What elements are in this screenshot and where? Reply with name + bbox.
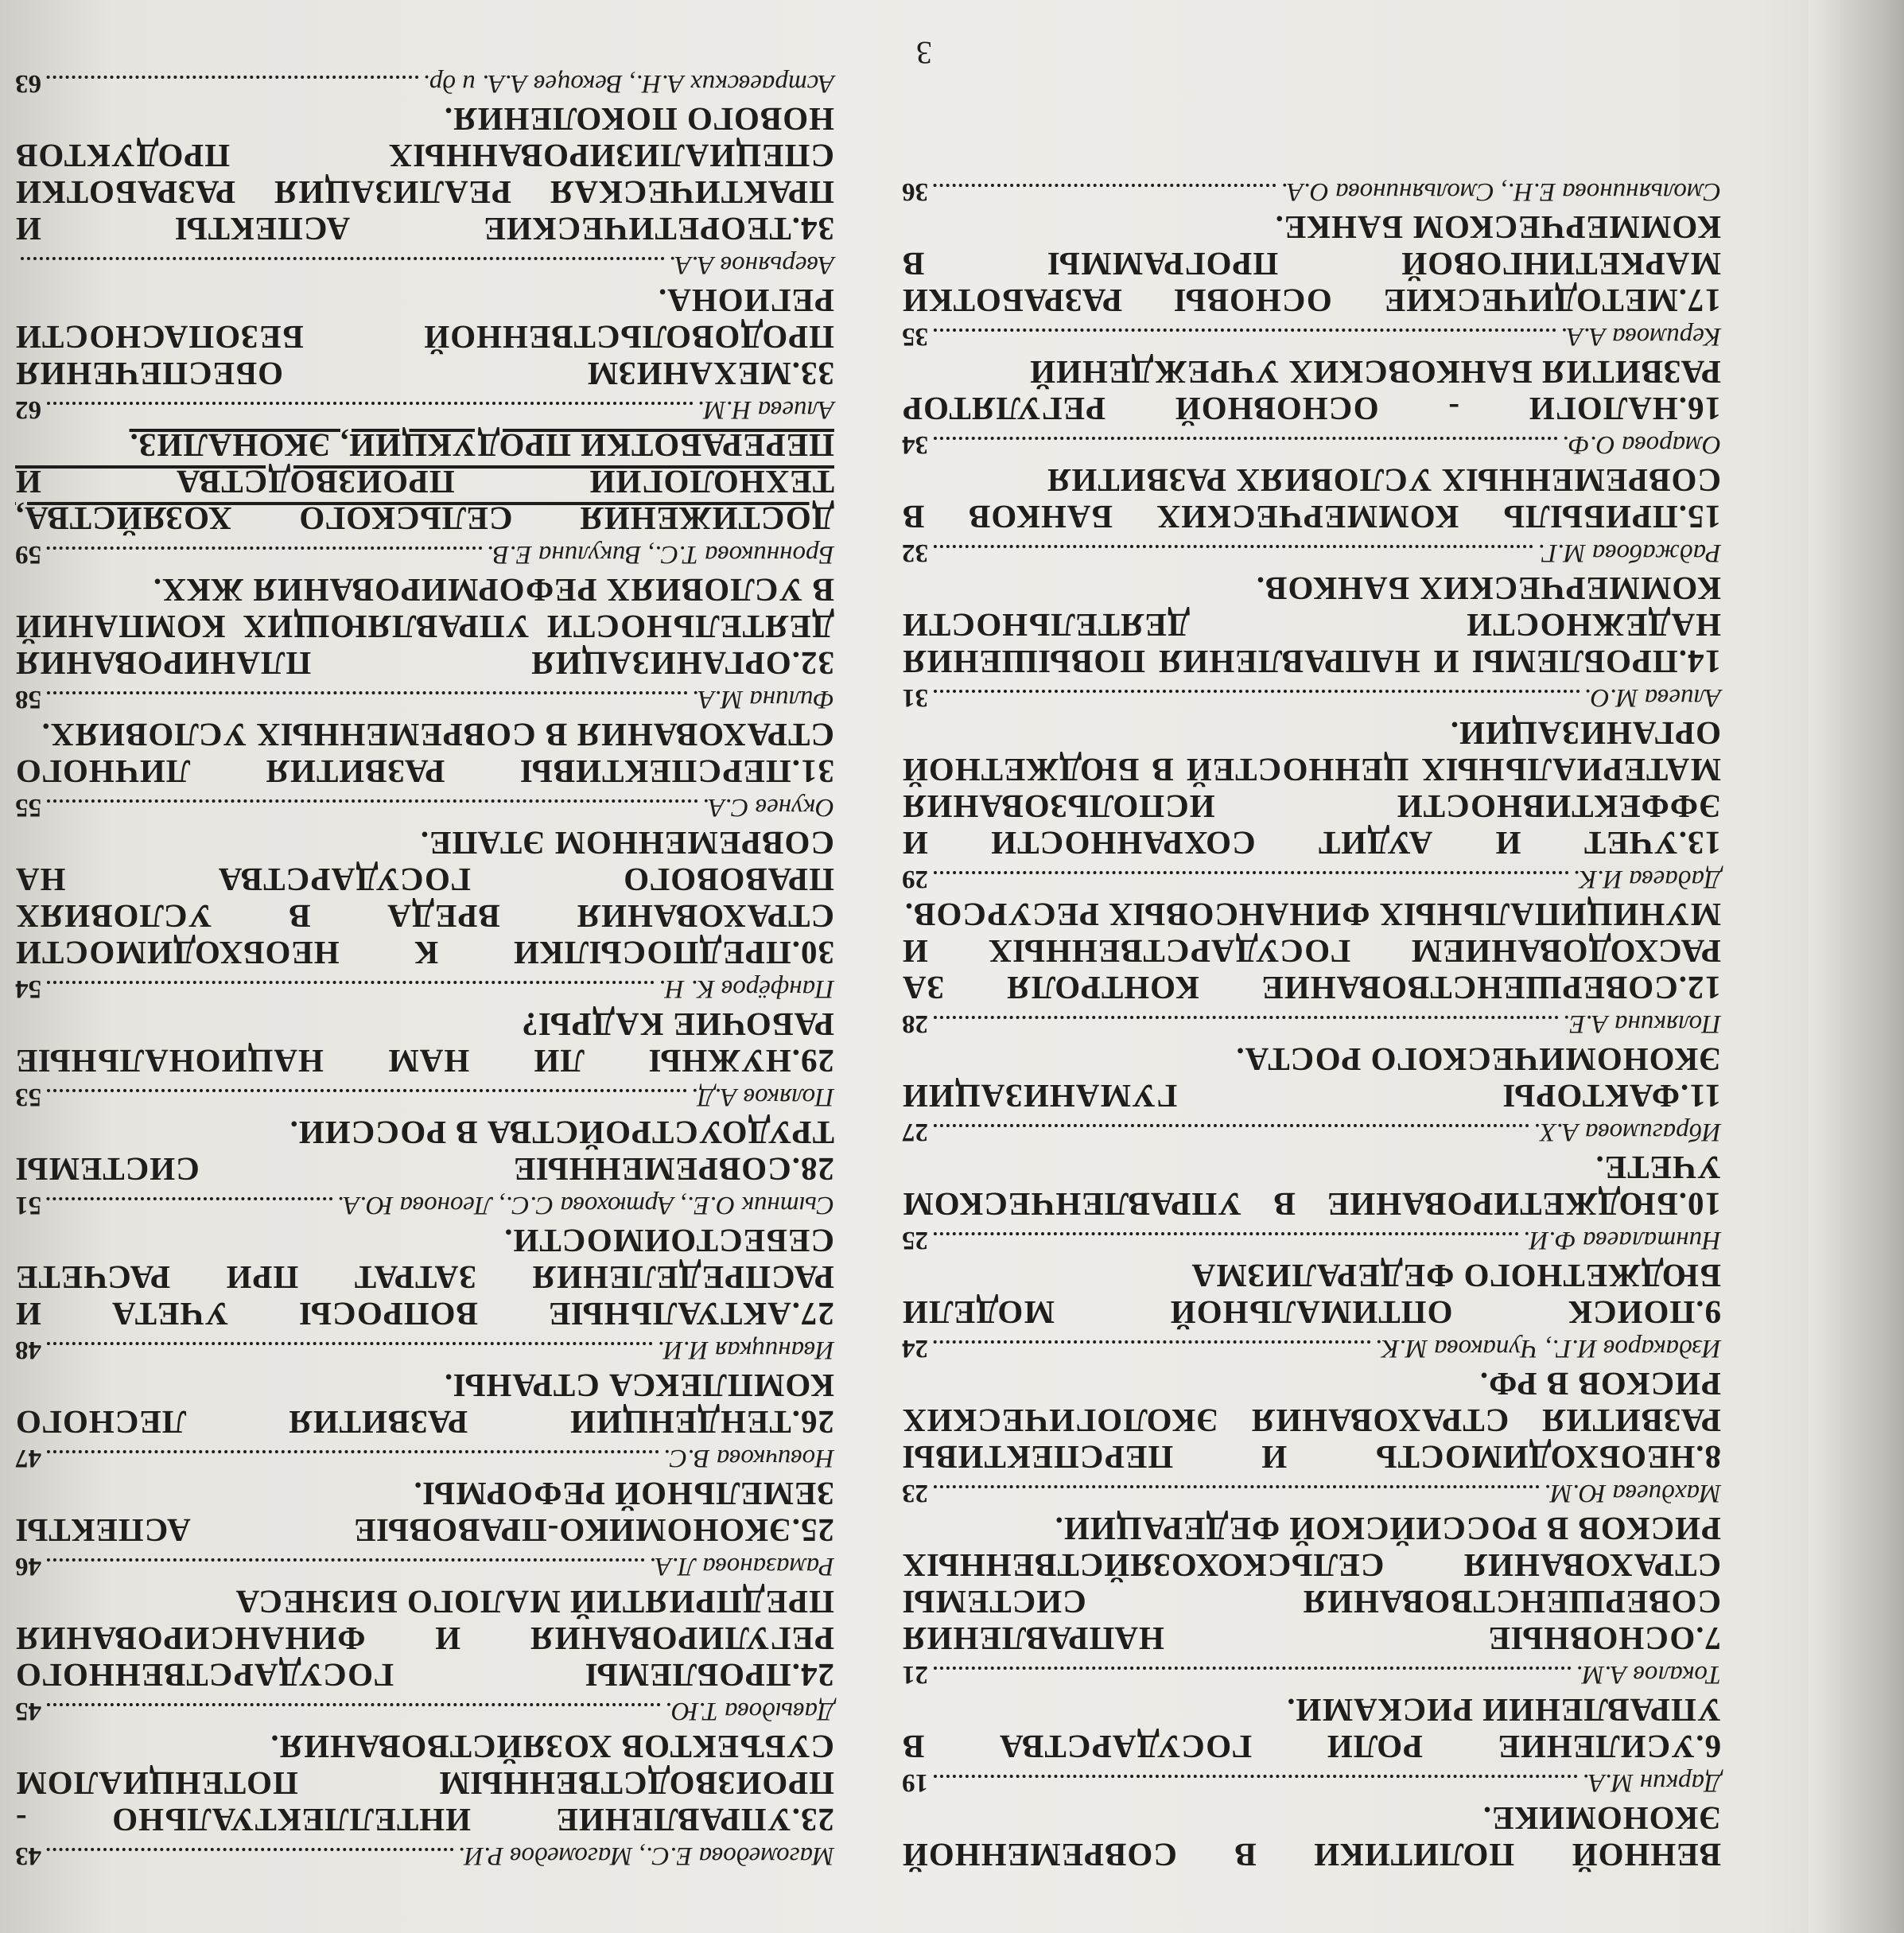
entry-title: 26.ТЕНДЕНЦИИ РАЗВИТИЯ ЛЕСНОГО КОМПЛЕКСА СТРАНЫ. [15, 1367, 834, 1441]
leader-dots [933, 1667, 1571, 1670]
entry-authors: Аверьянов А.А. [668, 251, 834, 279]
entry-page-number: 32 [902, 539, 928, 567]
toc-entry [15, 825, 834, 1006]
entry-page-number: 46 [15, 1552, 41, 1581]
entry-page-number: 63 [15, 69, 41, 98]
toc-entry [902, 570, 1721, 715]
entry-title: 14.ПРОБЛЕМЫ И НАПРАВЛЕНИЯ ПОВЫШЕНИЯ НАДЕЖНОСТИ ДЕЯТЕЛЬНОСТИ КОММЕРЧЕСКИХ БАНКОВ. [902, 570, 1721, 680]
leader-dots [933, 871, 1568, 875]
entry-page-number: 35 [902, 322, 928, 351]
entry-authors: Токалов А.М. [1576, 1660, 1721, 1689]
entry-page-number: 48 [15, 1336, 41, 1364]
entry-page-number: 62 [15, 395, 41, 424]
entry-authors: Поляков А.Д. [690, 1083, 834, 1111]
entry-page-number: 51 [15, 1191, 41, 1219]
toc-entry [902, 1258, 1721, 1366]
entry-title: 33.МЕХАНИЗМ ОБЕСПЕЧЕНИЯ ПРОДОВОЛЬСТВЕННОЙ БЕЗОПАСНОСТИ РЕГИОНА. [15, 282, 834, 392]
entry-authors: Давыдова Т.Ю. [664, 1697, 834, 1725]
toc-entry [15, 537, 834, 572]
entry-authors: Полякина А.Е. [1562, 1009, 1721, 1038]
entry-authors: Ибрагимова А.Х. [1533, 1118, 1721, 1146]
entry-page-number: 28 [902, 1009, 928, 1038]
leader-dots [933, 184, 1276, 188]
toc-entry [902, 462, 1721, 570]
toc-entry [15, 282, 834, 427]
page-number: 3 [916, 35, 932, 71]
toc-entry [902, 1511, 1721, 1692]
entry-authors: Издакаров И.Г., Чупакова М.К. [1374, 1334, 1721, 1363]
entry-authors: Астраевских А.Н., Векоцев А.А. и др. [422, 69, 834, 98]
entry-authors: Магомедова Е.С., Магомедов Р.И. [457, 1842, 834, 1870]
toc-entry [902, 896, 1721, 1041]
entry-title: 32.ОРГАНИЗАЦИЯ ПЛАНИРОВАНИЯ ДЕЯТЕЛЬНОСТИ УПРАВЛЯЮЩИХ КОМПАНИЙ В УСЛОВИЯХ РЕФОРМИРОВАНИЯ ЖКХ. [15, 572, 834, 682]
entry-title: 11.ФАКТОРЫ ГУМАНИЗАЦИИ ЭКОНОМИЧЕСКОГО РОСТА. [902, 1041, 1721, 1114]
entry-title: 6.УСИЛЕНИЕ РОЛИ ГОСУДАРСТВА В УПРАВЛЕНИИ РИСКАМИ. [902, 1692, 1721, 1765]
entry-title: 17.МЕТОДИЧЕСКИЕ ОСНОВЫ РАЗРАБОТКИ МАРКЕТИНГОВОЙ ПРОГРАММЫ В КОММЕРЧЕСКОМ БАНКЕ. [902, 209, 1721, 319]
entry-authors: Рамазанова Л.А. [648, 1552, 834, 1581]
toc-entry [15, 1729, 834, 1873]
entry-title: 30.ПРЕДПОСЫЛКИ К НЕОБХОДИМОСТИ СТРАХОВАНИЯ ВРЕДА В УСЛОВИЯХ ПРАВОВОГО ГОСУДАРСТВА НА СОВРЕМЕННОМ ЭТАПЕ. [15, 825, 834, 971]
toc-entry [902, 1692, 1721, 1800]
entry-authors: Махдиева Ю.М. [1544, 1479, 1721, 1507]
toc-entry [15, 101, 834, 282]
entry-title-continuation: ВЕННОЙ ПОЛИТИКИ В СОВРЕМЕННОЙ ЭКОНОМИКЕ. [902, 1800, 1721, 1873]
entry-title: 12.СОВЕРШЕНСТВОВАНИЕ КОНТРОЛЯ ЗА РАСХОДОВАНИЕМ ГОСУДАРСТВЕННЫХ И МУНИЦИПАЛЬНЫХ ФИНАНСОВЫХ РЕСУРСОВ. [902, 896, 1721, 1006]
entry-authors: Бронникова Т.С., Викулина Е.В. [486, 540, 834, 569]
entry-title: 8.НЕОБХОДИМОСТЬ И ПЕРСПЕКТИВЫ РАЗВИТИЯ СТРАХОВАНИЯ ЭКОЛОГИЧЕСКИХ РИСКОВ В РФ. [902, 1366, 1721, 1476]
entry-title: 9.ПОИСК ОПТИМАЛЬНОЙ МОДЕЛИ БЮДЖЕТНОГО ФЕДЕРАЛИЗМА [902, 1258, 1721, 1331]
leader-dots [46, 1848, 453, 1852]
leader-dots [46, 1197, 332, 1201]
entry-authors: Нинталаева Ф.И. [1522, 1226, 1721, 1254]
entry-page-number: 45 [15, 1697, 41, 1725]
entry-authors: Даркин М.А. [1582, 1768, 1721, 1797]
toc-entry [15, 717, 834, 825]
entry-page-number: 25 [902, 1226, 928, 1254]
leader-dots [933, 1124, 1529, 1128]
toc-entry [902, 1149, 1721, 1258]
leader-dots [20, 257, 664, 261]
toc-entry [902, 1366, 1721, 1511]
entry-page-number: 59 [15, 540, 41, 569]
entry-authors: Раджабова М.Г. [1537, 539, 1721, 567]
toc-entry [15, 1223, 834, 1367]
entry-page-number: 53 [15, 1083, 41, 1111]
leader-dots [46, 1558, 644, 1562]
leader-dots [46, 1703, 660, 1707]
toc-entry [15, 1367, 834, 1476]
entry-authors: Филина М.А. [691, 685, 834, 714]
entry-page-number: 24 [902, 1334, 928, 1363]
entry-authors: Сытник О.Е., Артюхова С.С., Леонова Ю.А. [336, 1191, 834, 1219]
entry-authors: Алиева М.О. [1583, 683, 1721, 712]
entry-title: 15.ПРИБЫЛЬ КОММЕРЧЕСКИХ БАНКОВ В СОВРЕМЕННЫХ УСЛОВИЯХ РАЗВИТИЯ [902, 462, 1721, 535]
entry-page-number: 19 [902, 1768, 928, 1797]
entry-title: 27.АКТУАЛЬНЫЕ ВОПРОСЫ УЧЕТА И РАСПРЕДЕЛЕНИЯ ЗАТРАТ ПРИ РАСЧЕТЕ СЕБЕСТОИМОСТИ. [15, 1223, 834, 1332]
leader-dots [46, 1450, 659, 1454]
entry-page-number: 55 [15, 793, 41, 822]
leader-dots [46, 799, 697, 803]
toc-entry [902, 174, 1721, 209]
leader-dots [933, 545, 1533, 549]
entry-authors: Окунев С.А. [701, 793, 834, 822]
leader-dots [46, 1342, 652, 1346]
entry-page-number: 58 [15, 685, 41, 714]
leader-dots [933, 1016, 1558, 1020]
entry-page-number: 23 [902, 1479, 928, 1507]
entry-authors: Керимова А.А. [1560, 322, 1721, 351]
contents-column-right [15, 66, 834, 1873]
leader-dots [46, 1089, 686, 1093]
contents-column-left [902, 174, 1721, 1873]
toc-entry [15, 1584, 834, 1729]
entry-title: 16.НАЛОГИ - ОСНОВНОЙ РЕГУЛЯТОР РАЗВИТИЯ БАНКОВСКИХ УЧРЕЖДЕНИЙ [902, 354, 1721, 427]
toc-entry [902, 1041, 1721, 1149]
toc-entry [902, 354, 1721, 462]
entry-title: 7.ОСНОВНЫЕ НАПРАВЛЕНИЯ СОВЕРШЕНСТВОВАНИЯ СИСТЕМЫ СТРАХОВАНИЯ СЕЛЬСКОХОЗЯЙСТВЕННЫХ РИСКОВ В РОССИЙСКОЙ ФЕДЕРАЦИИ. [902, 1511, 1721, 1657]
entry-title: 28.СОВРЕМЕННЫЕ СИСТЕМЫ ТРУДОУСТРОЙСТВА В РОССИИ. [15, 1114, 834, 1188]
leader-dots [46, 76, 418, 80]
toc-entry [15, 572, 834, 717]
leader-dots [933, 1485, 1539, 1489]
entry-title: 29.НУЖНЫ ЛИ НАМ НАЦИОНАЛЬНЫЕ РАБОЧИЕ КАДРЫ? [15, 1006, 834, 1079]
leader-dots [46, 546, 482, 550]
leader-dots [933, 690, 1580, 694]
entry-authors: Омарова О.Ф. [1561, 430, 1721, 459]
entry-authors: Новичкова В.С. [663, 1444, 834, 1472]
entry-page-number: 29 [902, 865, 928, 893]
entry-title: 24.ПРОБЛЕМЫ ГОСУДАРСТВЕННОГО РЕГУЛИРОВАНИЯ И ФИНАНСИРОВАНИЯ ПРЕДПРИЯТИЙ МАЛОГО БИЗНЕСА [15, 1584, 834, 1694]
toc-entry [15, 1114, 834, 1223]
leader-dots [46, 691, 687, 695]
entry-authors: Дадаева И.К. [1572, 865, 1721, 893]
entry-authors: Смольянинова Е.Н., Смольянинова О.А. [1280, 177, 1721, 206]
leader-dots [933, 1775, 1577, 1779]
entry-authors: Алиева Н.М. [697, 395, 834, 424]
entry-page-number: 47 [15, 1444, 41, 1472]
leader-dots [46, 981, 654, 985]
toc-entry [902, 715, 1721, 896]
leader-dots [933, 329, 1556, 333]
leader-dots [933, 1232, 1518, 1236]
entry-authors: Иваницкая И.И. [657, 1336, 834, 1364]
section-heading: ДОСТИЖЕНИЯ СЕЛЬСКОГО ХОЗЯЙСТВА, ТЕХНОЛОГИИ ПРОИЗВОДСТВА И ПЕРЕРАБОТКИ ПРОДУКЦИИ, ЭКОНАЛИЗ. [15, 427, 834, 537]
entry-title: 34.ТЕОРЕТИЧЕСКИЕ АСПЕКТЫ И ПРАКТИЧЕСКАЯ РЕАЛИЗАЦИЯ РАЗРАБОТКИ СПЕЦИАЛИЗИРОВАННЫХ ПРОДУКТОВ НОВОГО ПОКОЛЕНИЯ. [15, 101, 834, 247]
entry-title: 31.ПЕРСПЕКТИВЫ РАЗВИТИЯ ЛИЧНОГО СТРАХОВАНИЯ В СОВРЕМЕННЫХ УСЛОВИЯХ. [15, 717, 834, 790]
leader-dots [933, 437, 1557, 441]
entry-page-number: 21 [902, 1660, 928, 1689]
entry-page-number: 43 [15, 1842, 41, 1870]
toc-entry [15, 1476, 834, 1584]
leader-dots [933, 1340, 1370, 1344]
entry-page-number: 34 [902, 430, 928, 459]
toc-entry [15, 66, 834, 101]
entry-page-number: 36 [902, 177, 928, 206]
toc-entry [902, 209, 1721, 354]
entry-page-number: 54 [15, 974, 41, 1003]
entry-page-number: 27 [902, 1118, 928, 1146]
entry-title: 10.БЮДЖЕТИРОВАНИЕ В УПРАВЛЕНЧЕСКОМ УЧЕТЕ. [902, 1149, 1721, 1223]
entry-title: 13.УЧЕТ И АУДИТ СОХРАННОСТИ И ЭФФЕКТИВНОСТИ ИСПОЛЬЗОВАНИЯ МАТЕРИАЛЬНЫХ ЦЕННОСТЕЙ В БЮДЖЕТНОЙ ОРГАНИЗАЦИИ. [902, 715, 1721, 861]
entry-title: 23.УПРАВЛЕНИЕ ИНТЕЛЛЕКТУАЛЬНО - ПРОИЗВОДСТВЕННЫМ ПОТЕНЦИАЛОМ СУБЪЕКТОВ ХОЗЯЙСТВОВАНИЯ. [15, 1729, 834, 1838]
leader-dots [46, 402, 693, 406]
toc-entry [15, 1006, 834, 1114]
entry-page-number: 31 [902, 683, 928, 712]
entry-title: 25.ЭКОНОМИКО-ПРАВОВЫЕ АСПЕКТЫ ЗЕМЕЛЬНОЙ РЕФОРМЫ. [15, 1476, 834, 1549]
entry-authors: Панфёров К. Н. [659, 974, 834, 1003]
